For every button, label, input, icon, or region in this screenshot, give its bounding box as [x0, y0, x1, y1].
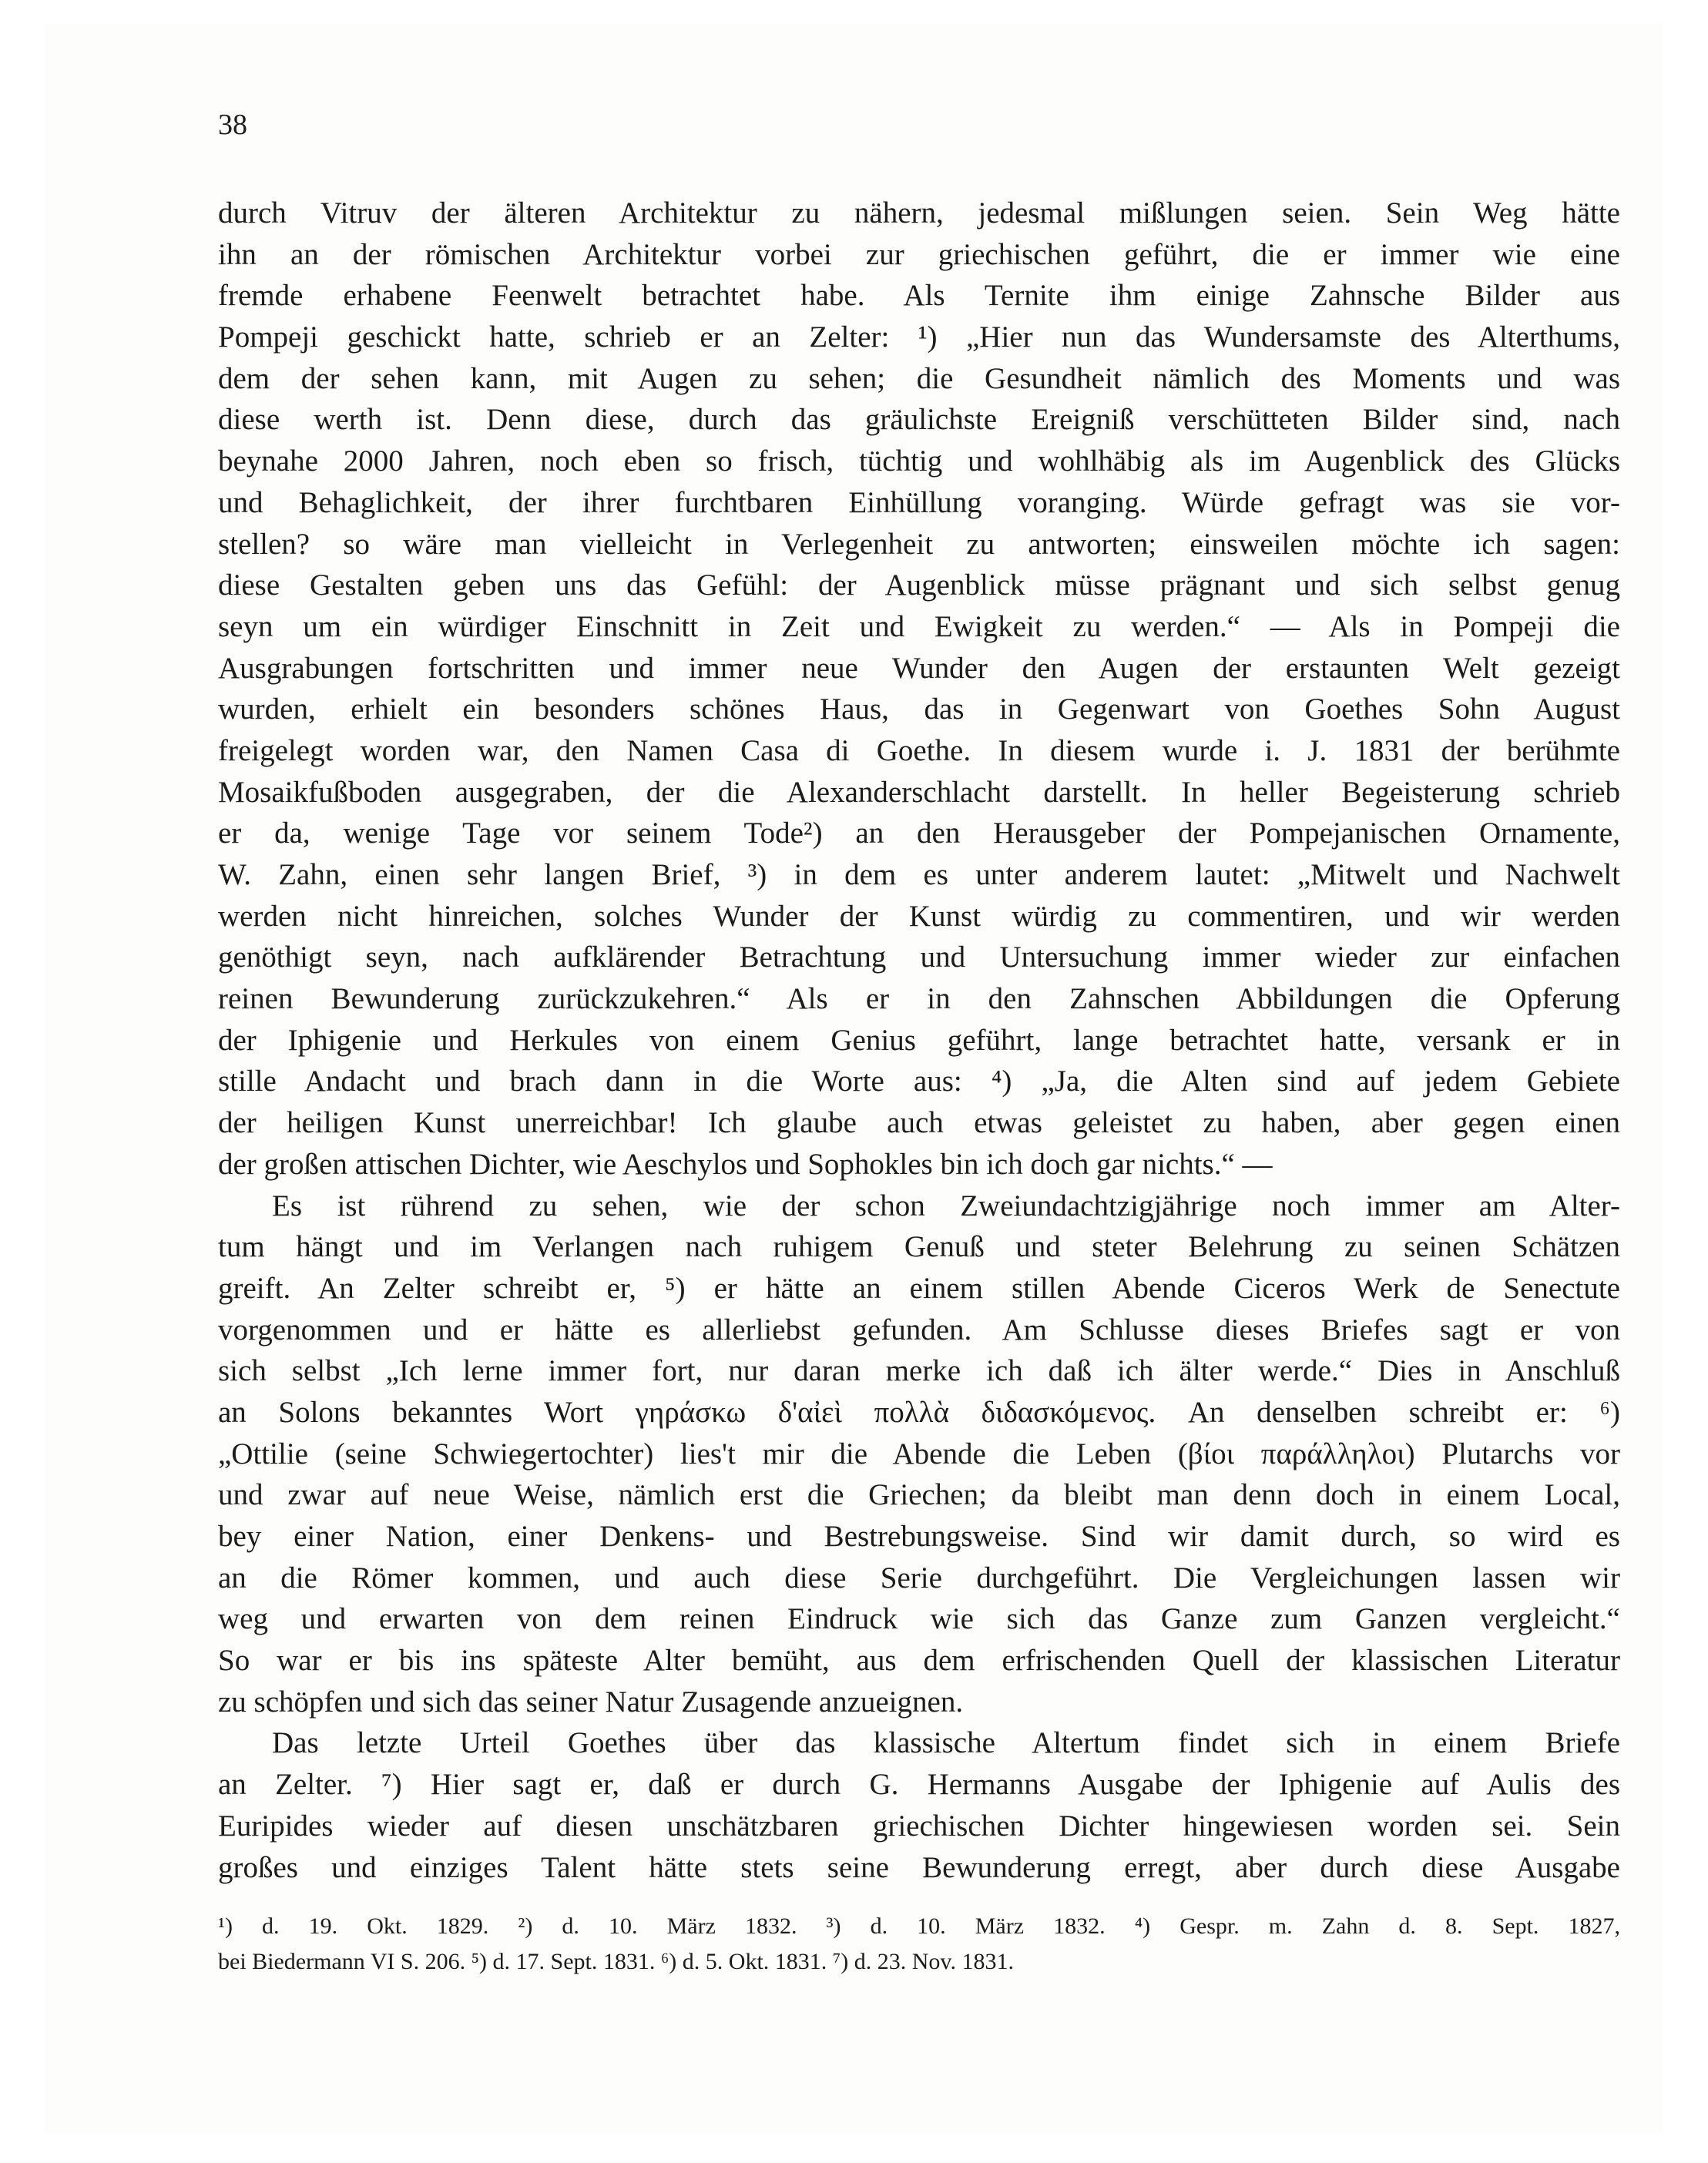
text-line: der heiligen Kunst unerreichbar! Ich glaube auch etwas geleistet zu haben, aber gegen einen: [218, 1106, 1620, 1140]
text-line: bey einer Nation, einer Denkens- und Bestrebungsweise. Sind wir damit durch, so wird es: [218, 1520, 1620, 1553]
text-line: vorgenommen und er hätte es allerliebst gefunden. Am Schlusse dieses Briefes sagt er von: [218, 1313, 1620, 1346]
text-line: ihn an der römischen Architektur vorbei zur griechischen geführt, die er immer wie eine: [218, 237, 1620, 271]
text-line: genöthigt seyn, nach aufklärender Betrachtung und Untersuchung immer wieder zur einfachen: [218, 941, 1620, 974]
text-line: dem der sehen kann, mit Augen zu sehen; die Gesundheit nämlich des Moments und was: [218, 361, 1620, 395]
footnotes: [218, 1909, 1620, 1980]
text-line: Ausgrabungen fortschritten und immer neue Wunder den Augen der erstaunten Welt gezeigt: [218, 651, 1620, 685]
text-line: der Iphigenie und Herkules von einem Genius geführt, lange betrachtet hatte, versank er in: [218, 1023, 1620, 1057]
text-line: seyn um ein würdiger Einschnitt in Zeit und Ewigkeit zu werden.“ — Als in Pompeji die: [218, 609, 1620, 643]
text-line: großes und einziges Talent hätte stets seine Bewunderung erregt, aber durch diese Ausgabe: [218, 1850, 1620, 1884]
text-line: „Ottilie (seine Schwiegertochter) lies't mir die Abende die Leben (βίοι παράλληλοι) Plutarchs vor: [218, 1437, 1620, 1471]
text-line: tum hängt und im Verlangen nach ruhigem Genuß und steter Belehrung zu seinen Schätzen: [218, 1230, 1620, 1264]
text-line: freigelegt worden war, den Namen Casa di Goethe. In diesem wurde i. J. 1831 der berühmte: [218, 733, 1620, 767]
footnote-line: bei Biedermann VI S. 206. ⁵) d. 17. Sept. 1831. ⁶) d. 5. Okt. 1831. ⁷) d. 23. Nov. 1831.: [218, 1949, 1014, 1974]
text-line: zu schöpfen und sich das seiner Natur Zusagende anzueignen.: [218, 1685, 964, 1719]
text-line: diese werth ist. Denn diese, durch das gräulichste Ereigniß verschütteten Bilder sind, nach: [218, 403, 1620, 437]
text-line: diese Gestalten geben uns das Gefühl: der Augenblick müsse prägnant und sich selbst genug: [218, 568, 1620, 602]
text-line: an Solons bekanntes Wort γηράσκω δ'αἰεὶ πολλὰ διδασκόμενος. An denselben schreibt er: ⁶): [218, 1395, 1620, 1429]
text-line: Pompeji geschickt hatte, schrieb er an Zelter: ¹) „Hier nun das Wundersamste des Alterthums,: [218, 320, 1620, 354]
text-line: fremde erhabene Feenwelt betrachtet habe. Als Ternite ihm einige Zahnsche Bilder aus: [218, 279, 1620, 313]
text-line: W. Zahn, einen sehr langen Brief, ³) in dem es unter anderem lautet: „Mitwelt und Nachwelt: [218, 858, 1620, 891]
text-line: So war er bis ins späteste Alter bemüht, aus dem erfrischenden Quell der klassischen Literatur: [218, 1644, 1620, 1678]
text-line: reinen Bewunderung zurückzukehren.“ Als er in den Zahnschen Abbildungen die Opferung: [218, 982, 1620, 1016]
text-line: wurden, erhielt ein besonders schönes Haus, das in Gegenwart von Goethes Sohn August: [218, 692, 1620, 726]
text-line: der großen attischen Dichter, wie Aeschylos und Sophokles bin ich doch gar nichts.“ —: [218, 1147, 1273, 1181]
text-line: er da, wenige Tage vor seinem Tode²) an den Herausgeber der Pompejanischen Ornamente,: [218, 817, 1620, 850]
text-line: und Behaglichkeit, der ihrer furchtbaren Einhüllung voranging. Würde gefragt was sie vor-: [218, 485, 1620, 519]
text-line: Euripides wieder auf diesen unschätzbaren griechischen Dichter hingewiesen worden sei. Sein: [218, 1809, 1620, 1843]
text-line: Das letzte Urteil Goethes über das klassische Altertum findet sich in einem Briefe: [272, 1726, 1620, 1760]
text-line: an die Römer kommen, und auch diese Serie durchgeführt. Die Vergleichungen lassen wir: [218, 1561, 1620, 1595]
text-line: weg und erwarten von dem reinen Eindruck wie sich das Ganze zum Ganzen vergleicht.“: [218, 1602, 1620, 1636]
text-line: Mosaikfußboden ausgegraben, der die Alexanderschlacht darstellt. In heller Begeisterung schrieb: [218, 775, 1620, 809]
text-line: Es ist rührend zu sehen, wie der schon Zweiundachtzigjährige noch immer am Alter-: [272, 1189, 1620, 1222]
text-line: stille Andacht und brach dann in die Worte aus: ⁴) „Ja, die Alten sind auf jedem Gebiete: [218, 1065, 1620, 1098]
text-line: greift. An Zelter schreibt er, ⁵) er hätte an einem stillen Abende Ciceros Werk de Senectute: [218, 1271, 1620, 1305]
text-line: stellen? so wäre man vielleicht in Verlegenheit zu antworten; einsweilen möchte ich sagen:: [218, 527, 1620, 561]
page-number: 38: [218, 109, 247, 141]
text-line: durch Vitruv der älteren Architektur zu nähern, jedesmal mißlungen seien. Sein Weg hätte: [218, 196, 1620, 230]
text-line: an Zelter. ⁷) Hier sagt er, daß er durch G. Hermanns Ausgabe der Iphigenie auf Aulis des: [218, 1768, 1620, 1802]
text-line: und zwar auf neue Weise, nämlich erst die Griechen; da bleibt man denn doch in einem Local,: [218, 1478, 1620, 1512]
body-text: [218, 193, 1620, 1888]
text-line: beynahe 2000 Jahren, noch eben so frisch, tüchtig und wohlhäbig als im Augenblick des Glücks: [218, 444, 1620, 478]
text-line: sich selbst „Ich lerne immer fort, nur daran merke ich daß ich älter werde.“ Dies in Anschluß: [218, 1354, 1620, 1388]
footnote-line: ¹) d. 19. Okt. 1829. ²) d. 10. März 1832. ³) d. 10. März 1832. ⁴) Gespr. m. Zahn d. 8. Sept. 1827,: [218, 1913, 1620, 1939]
text-line: werden nicht hinreichen, solches Wunder der Kunst würdig zu commentiren, und wir werden: [218, 899, 1620, 933]
